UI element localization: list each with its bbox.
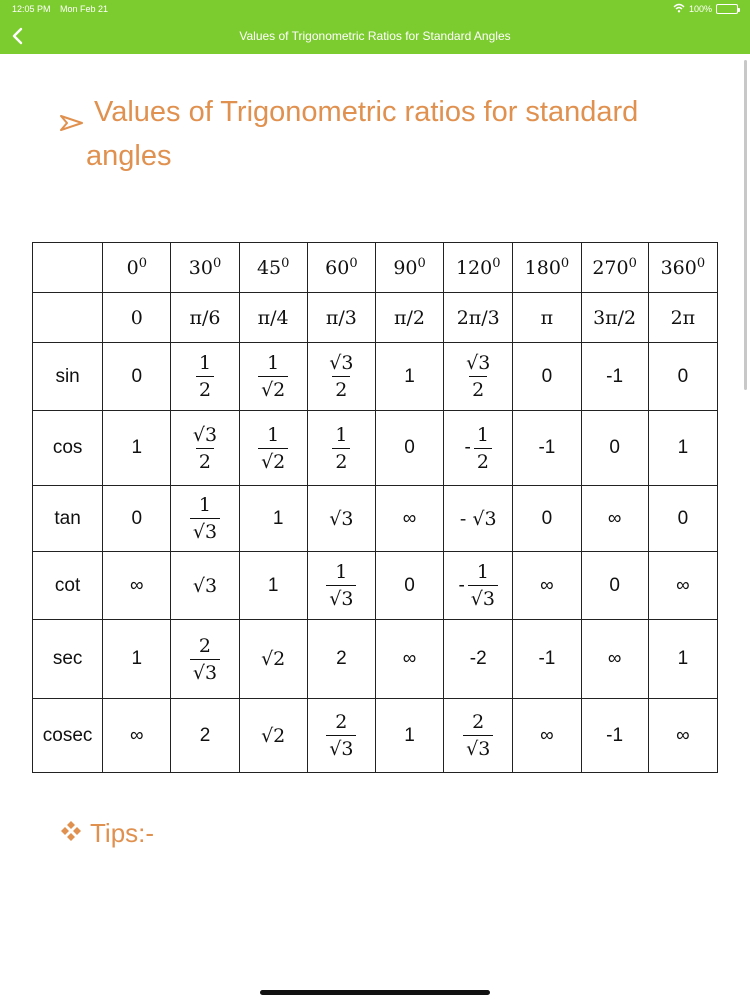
value-expression	[332, 423, 350, 473]
denominator: 2	[474, 448, 492, 473]
heading-line-1: Values of Trigonometric ratios for standard	[94, 96, 639, 128]
value-cell: -2	[444, 620, 513, 699]
value-cell: 2	[307, 620, 375, 699]
value-cell: 0	[581, 411, 648, 486]
value-cell: 0	[648, 343, 717, 411]
numerator: 1	[335, 423, 348, 446]
degree-mark: 0	[628, 256, 637, 271]
degree-value: 360	[660, 257, 697, 279]
radian-header: 2π	[648, 293, 717, 343]
value-expression	[190, 494, 220, 543]
value-cell	[171, 620, 239, 699]
value-cell	[444, 343, 513, 411]
numerator: 1	[267, 352, 280, 374]
status-right	[673, 3, 738, 15]
value-cell	[444, 552, 513, 620]
value-cell: - √3	[444, 486, 513, 552]
fraction	[463, 352, 493, 401]
degree-header	[307, 243, 375, 293]
value-cell: 1	[103, 620, 171, 699]
radian-header: 0	[103, 293, 171, 343]
value-cell: -1	[581, 343, 648, 411]
function-name: sec	[33, 620, 103, 699]
degree-value: 270	[592, 257, 629, 279]
value-cell: ∞	[375, 486, 443, 552]
degree-mark: 0	[138, 256, 147, 271]
numerator: 1	[476, 423, 489, 446]
numerator: 1	[198, 352, 212, 374]
value-expression	[258, 352, 288, 401]
degree-mark: 0	[417, 256, 426, 271]
denominator: 2	[196, 448, 214, 473]
value-cell: 1	[103, 411, 171, 486]
value-cell: -1	[513, 411, 581, 486]
value-cell: ∞	[103, 699, 171, 773]
scrollbar[interactable]	[744, 60, 747, 390]
denominator: √3	[468, 585, 498, 610]
radian-header: π/4	[239, 293, 307, 343]
degree-value: 60	[325, 257, 350, 279]
degree-header	[103, 243, 171, 293]
degree-value: 0	[126, 257, 139, 279]
table-row-sin	[33, 343, 718, 411]
trig-values-table	[32, 242, 718, 773]
numerator: 2	[472, 711, 485, 733]
heading-line-2: angles	[86, 140, 172, 172]
degree-header	[648, 243, 717, 293]
table-row-tan	[33, 486, 718, 552]
negative-sign: -	[458, 574, 465, 596]
value-cell	[444, 699, 513, 773]
degree-value: 30	[188, 257, 213, 279]
status-time: 12:05 PM	[12, 4, 51, 14]
value-cell: √2	[239, 699, 307, 773]
degree-value: 180	[524, 257, 561, 279]
denominator: √3	[326, 585, 356, 610]
arrow-bullet-icon	[60, 102, 84, 146]
table-row-cos	[33, 411, 718, 486]
home-indicator[interactable]	[260, 990, 490, 995]
value-cell: 1	[239, 552, 307, 620]
degree-mark: 0	[560, 256, 570, 271]
value-expression	[190, 423, 220, 473]
value-expression	[258, 423, 288, 473]
value-expression	[190, 634, 220, 684]
value-cell: ∞	[513, 552, 581, 620]
value-cell: 1	[239, 486, 307, 552]
fraction	[326, 352, 356, 401]
value-cell	[239, 411, 307, 486]
function-name: cosec	[33, 699, 103, 773]
numerator: √3	[466, 352, 491, 374]
value-cell: √3	[171, 552, 239, 620]
value-cell: √3	[307, 486, 375, 552]
degree-header	[239, 243, 307, 293]
value-expression	[458, 561, 498, 610]
table-row-cot	[33, 552, 718, 620]
value-cell: 1	[375, 343, 443, 411]
value-cell: ∞	[103, 552, 171, 620]
function-name: sin	[33, 343, 103, 411]
fraction	[474, 424, 492, 473]
fraction	[258, 424, 288, 473]
fraction	[258, 352, 288, 401]
value-cell: ∞	[581, 486, 648, 552]
wifi-icon	[673, 3, 685, 15]
degree-header	[581, 243, 648, 293]
table-header-radians	[33, 293, 718, 343]
value-cell: 0	[513, 486, 581, 552]
degree-header	[171, 243, 239, 293]
table-header-degrees	[33, 243, 718, 293]
fraction	[326, 561, 356, 610]
denominator: √2	[258, 376, 288, 401]
value-expression	[463, 352, 493, 401]
value-cell: ∞	[375, 620, 443, 699]
value-cell: -1	[513, 620, 581, 699]
numerator: 2	[198, 634, 212, 657]
value-cell: √2	[239, 620, 307, 699]
negative-sign: -	[464, 437, 471, 458]
value-cell	[307, 411, 375, 486]
degree-mark: 0	[696, 256, 706, 271]
table-row-cosec	[33, 699, 718, 773]
value-expression	[196, 352, 214, 401]
fraction	[332, 424, 350, 473]
radian-header: 3π/2	[581, 293, 648, 343]
tips-label: Tips:-	[90, 818, 155, 848]
value-cell	[171, 343, 239, 411]
value-cell: 0	[513, 343, 581, 411]
battery-percent: 100%	[688, 4, 712, 14]
fraction	[468, 561, 498, 610]
degree-mark: 0	[349, 256, 358, 271]
corner-cell	[33, 243, 103, 293]
degree-value: 45	[256, 257, 282, 279]
function-name: cos	[33, 411, 103, 486]
degree-value: 90	[393, 257, 418, 279]
value-expression	[326, 711, 356, 760]
value-cell: -1	[581, 699, 648, 773]
fraction	[190, 494, 220, 543]
corner-cell	[33, 293, 103, 343]
battery-icon	[716, 4, 738, 14]
value-cell	[307, 343, 375, 411]
fraction	[196, 352, 214, 401]
numerator: 1	[335, 561, 348, 583]
radian-header: π/3	[307, 293, 375, 343]
denominator: 2	[469, 376, 487, 401]
nav-title: Values of Trigonometric Ratios for Standard Angles	[239, 29, 511, 43]
radian-header: π/6	[171, 293, 239, 343]
numerator: 1	[198, 494, 212, 516]
numerator: 1	[476, 561, 489, 583]
value-cell: 0	[375, 411, 443, 486]
table-row-sec	[33, 620, 718, 699]
nav-bar	[0, 18, 750, 54]
degree-header	[513, 243, 581, 293]
fraction	[326, 711, 356, 760]
value-cell	[239, 343, 307, 411]
denominator: √3	[190, 518, 220, 543]
value-cell	[171, 486, 239, 552]
denominator: 2	[196, 376, 214, 401]
function-name: cot	[33, 552, 103, 620]
radian-header: π/2	[375, 293, 443, 343]
numerator: 1	[267, 423, 280, 446]
fraction	[190, 635, 220, 684]
degree-header	[375, 243, 443, 293]
value-cell: 2	[171, 699, 239, 773]
denominator: √3	[326, 735, 356, 760]
diamond-bullet-icon	[60, 820, 82, 848]
value-cell: ∞	[648, 699, 717, 773]
numerator: √3	[192, 423, 218, 446]
value-cell	[307, 699, 375, 773]
value-cell: 0	[103, 486, 171, 552]
fraction	[463, 711, 493, 760]
value-cell: 0	[375, 552, 443, 620]
value-cell: ∞	[648, 552, 717, 620]
value-cell: 1	[375, 699, 443, 773]
status-date: Mon Feb 21	[60, 4, 109, 14]
degree-mark: 0	[281, 256, 290, 271]
value-expression	[463, 711, 493, 760]
denominator: √3	[463, 735, 493, 760]
denominator: √3	[190, 659, 220, 684]
degree-value: 120	[455, 257, 493, 279]
value-cell: 0	[103, 343, 171, 411]
degree-mark: 0	[212, 256, 222, 271]
value-expression	[465, 424, 492, 473]
value-cell: 1	[648, 411, 717, 486]
value-cell	[307, 552, 375, 620]
value-expression	[326, 561, 356, 610]
value-cell: ∞	[513, 699, 581, 773]
fraction	[190, 424, 220, 473]
function-name: tan	[33, 486, 103, 552]
degree-mark: 0	[492, 256, 501, 271]
value-expression	[326, 352, 356, 401]
value-cell: ∞	[581, 620, 648, 699]
numerator: 2	[335, 711, 348, 733]
value-cell: 0	[581, 552, 648, 620]
denominator: 2	[332, 376, 350, 401]
tips-heading	[60, 818, 154, 849]
numerator: √3	[329, 352, 354, 374]
denominator: √2	[258, 448, 288, 473]
degree-header	[444, 243, 513, 293]
value-cell: 0	[648, 486, 717, 552]
status-bar	[0, 0, 750, 18]
value-cell: 1	[648, 620, 717, 699]
radian-header: 2π/3	[444, 293, 513, 343]
value-cell	[171, 411, 239, 486]
denominator: 2	[332, 448, 350, 473]
radian-header: π	[513, 293, 581, 343]
value-cell	[444, 411, 513, 486]
